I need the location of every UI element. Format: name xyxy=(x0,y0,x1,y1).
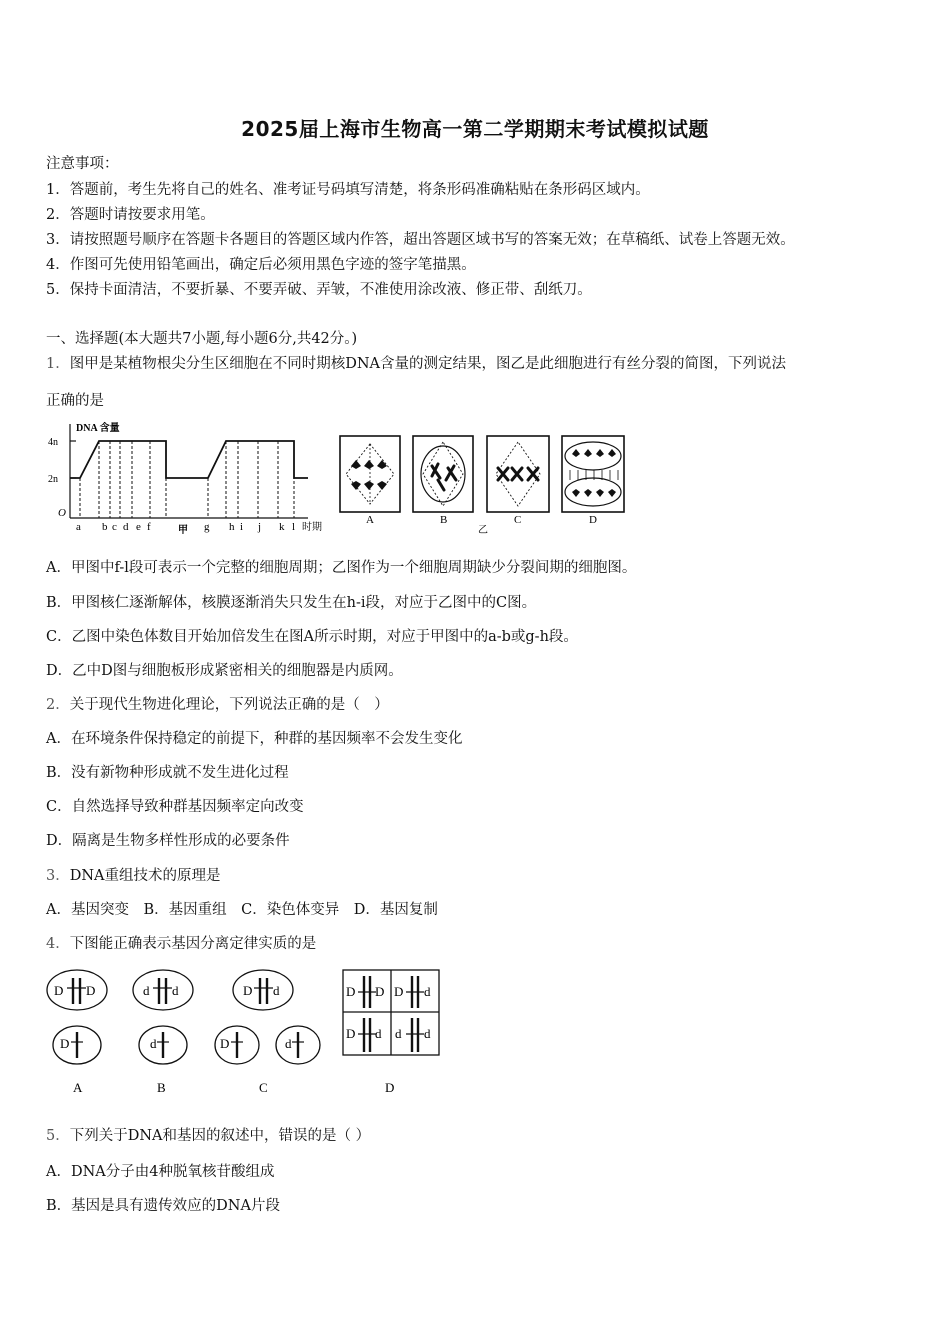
option-label: A xyxy=(73,1080,83,1095)
question-3-text: DNA重组技术的原理是 xyxy=(69,868,221,884)
question-4-text: 下图能正确表示基因分离定律实质的是 xyxy=(69,936,317,952)
notice-item: 3．请按照题号顺序在答题卡各题目的答题区域内作答，超出答题区域书写的答案无效；在草稿纸、试卷上答题无效。 xyxy=(46,232,795,248)
question-1-option-a: A．甲图中f-l段可表示一个完整的细胞周期；乙图作为一个细胞周期缺少分裂间期的细胞图。 xyxy=(46,560,637,576)
page-title: 2025届上海市生物高一第二学期期末考试模拟试题 xyxy=(241,117,709,141)
y-tick-2n: 2n xyxy=(48,474,58,485)
x-tick: l xyxy=(292,521,296,533)
gene-label: D xyxy=(375,984,385,999)
gene-label: d xyxy=(273,983,280,998)
panel-label: C xyxy=(514,514,522,526)
gene-label: d xyxy=(150,1036,157,1051)
gene-label: D xyxy=(60,1036,70,1051)
y-tick-4n: 4n xyxy=(48,437,58,448)
question-2-option-c: C．自然选择导致种群基因频率定向改变 xyxy=(46,799,304,815)
gene-label: D xyxy=(346,1026,356,1041)
question-2-option-b: B．没有新物种形成就不发生进化过程 xyxy=(46,765,289,781)
gene-label: D xyxy=(346,984,356,999)
gene-label: d xyxy=(424,1026,431,1041)
question-1-figure xyxy=(46,418,636,536)
question-5-option-a: A．DNA分子由4种脱氧核苷酸组成 xyxy=(46,1164,275,1180)
question-4-figure xyxy=(40,962,450,1098)
x-tick: d xyxy=(123,521,129,533)
x-tick: b xyxy=(102,521,108,533)
question-2-text: 关于现代生物进化理论，下列说法正确的是（ ） xyxy=(69,697,389,713)
question-number: 1． xyxy=(46,356,70,372)
question-3-stem xyxy=(46,864,221,885)
x-tick: h xyxy=(229,521,235,533)
gene-label: d xyxy=(143,983,150,998)
x-tick: a xyxy=(76,521,81,533)
question-1-stem-line1: 图甲是某植物根尖分生区细胞在不同时期核DNA含量的测定结果，图乙是此细胞进行有丝分裂的简图，下列说法 xyxy=(69,356,787,372)
question-3-options: A．基因突变 B．基因重组 C．染色体变异 D．基因复制 xyxy=(46,902,438,918)
question-number: 5． xyxy=(46,1128,70,1144)
x-tick: e xyxy=(136,521,141,533)
question-1-stem-line2: 正确的是 xyxy=(46,393,104,409)
question-1-option-d: D．乙中D图与细胞板形成紧密相关的细胞器是内质网。 xyxy=(46,663,403,679)
gene-label: D xyxy=(394,984,404,999)
gene-label: d xyxy=(424,984,431,999)
question-5-stem xyxy=(46,1124,370,1145)
gene-label: d xyxy=(375,1026,382,1041)
mitosis-panels xyxy=(340,436,624,512)
graph-origin: O xyxy=(58,507,66,519)
question-1-option-b: B．甲图核仁逐渐解体，核膜逐渐消失只发生在h-i段，对应于乙图中的C图。 xyxy=(46,595,537,611)
question-number: 4． xyxy=(46,936,70,952)
question-2-option-a: A．在环境条件保持稳定的前提下，种群的基因频率不会发生变化 xyxy=(46,731,463,747)
notice-item: 1．答题前，考生先将自己的姓名、准考证号码填写清楚，将条形码准确粘贴在条形码区域内。 xyxy=(46,182,650,198)
question-4-stem xyxy=(46,932,316,953)
gene-label: D xyxy=(54,983,64,998)
notice-item: 5．保持卡面清洁，不要折暴、不要弄破、弄皱，不准使用涂改液、修正带、刮纸刀。 xyxy=(46,282,592,298)
panel-label: D xyxy=(589,514,597,526)
question-2-option-d: D．隔离是生物多样性形成的必要条件 xyxy=(46,833,290,849)
question-number: 3． xyxy=(46,868,70,884)
question-1-option-c: C．乙图中染色体数目开始加倍发生在图A所示时期，对应于甲图中的a-b或g-h段。 xyxy=(46,629,578,645)
x-tick: f xyxy=(147,521,151,533)
dna-content-graph xyxy=(70,424,308,518)
x-tick: k xyxy=(279,521,285,533)
option-label: B xyxy=(157,1080,166,1095)
x-tick: c xyxy=(112,521,117,533)
x-tick-labels xyxy=(76,520,322,533)
x-tick: i xyxy=(240,521,244,533)
graph-xlabel: 时期 xyxy=(302,522,322,533)
gene-label: D xyxy=(86,983,96,998)
graph-ylabel: DNA 含量 xyxy=(76,423,120,434)
question-5-option-b: B．基因是具有遗传效应的DNA片段 xyxy=(46,1198,280,1214)
notice-heading: 注意事项： xyxy=(46,156,119,172)
option-label: C xyxy=(259,1080,268,1095)
notice-item: 2．答题时请按要求用笔。 xyxy=(46,207,215,223)
panel-label: A xyxy=(366,514,374,526)
question-2-stem xyxy=(46,693,389,714)
x-tick: g xyxy=(204,521,210,533)
gene-label: D xyxy=(243,983,253,998)
question-5-text: 下列关于DNA和基因的叙述中，错误的是（ ） xyxy=(69,1128,371,1144)
gene-label: d xyxy=(285,1036,292,1051)
question-number: 2． xyxy=(46,697,70,713)
figure-caption-yi: 乙 xyxy=(478,525,488,536)
panel-label: B xyxy=(440,514,448,526)
figure-caption-jia: 甲 xyxy=(178,525,188,536)
gene-label: d xyxy=(172,983,179,998)
gene-label: d xyxy=(395,1026,402,1041)
notice-item: 4．作图可先使用铅笔画出，确定后必须用黑色字迹的签字笔描黑。 xyxy=(46,257,476,273)
x-tick: j xyxy=(258,521,262,533)
panel-labels xyxy=(366,514,597,536)
question-1-stem xyxy=(46,352,786,373)
gene-label: D xyxy=(220,1036,230,1051)
section-heading: 一、选择题(本大题共7小题,每小题6分,共42分。) xyxy=(46,331,358,347)
option-label: D xyxy=(385,1080,395,1095)
